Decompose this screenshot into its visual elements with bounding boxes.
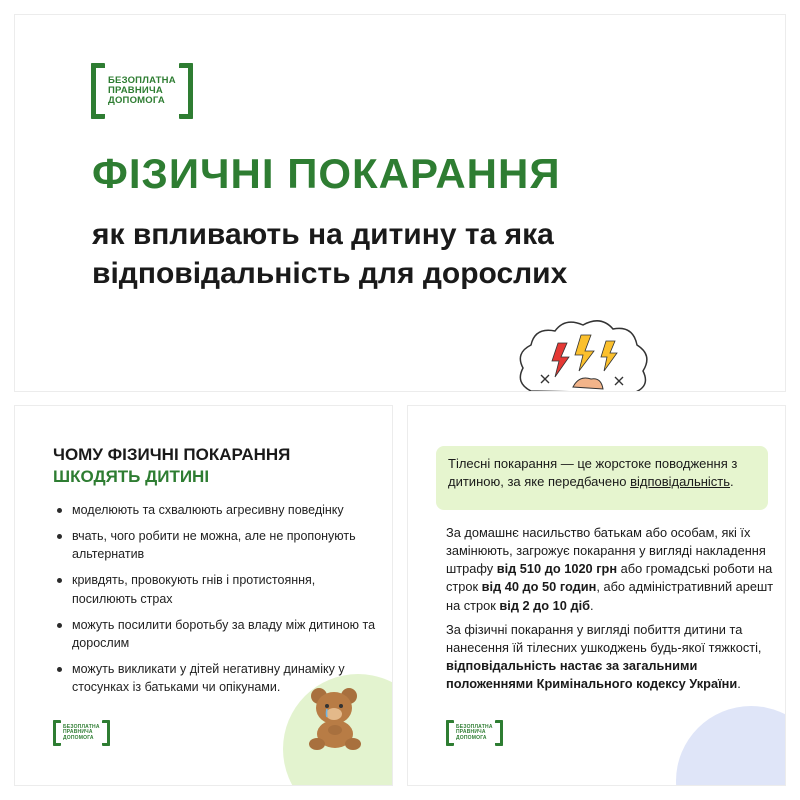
logo-text: БЕЗОПЛАТНА ПРАВНИЧА ДОПОМОГА: [108, 75, 176, 106]
law-card: [407, 405, 786, 786]
harm-card: [14, 405, 393, 786]
criminal-liability-paragraph: За фізичні покарання у вигляді побиття дитини та нанесення їй тілесних ушкоджень будь-якої тяжкості, відповідальність настає за загальними положеннями Кримінального кодексу України.: [446, 622, 762, 692]
brand-logo: [91, 63, 193, 119]
logo-bracket-left: [53, 720, 61, 746]
harm-list: [53, 501, 383, 704]
harm-card-title: ЧОМУ ФІЗИЧНІ ПОКАРАННЯ ШКОДЯТЬ ДИТИНІ: [53, 445, 291, 487]
red-shape-partial: [363, 391, 409, 392]
logo-bracket-left: [446, 720, 454, 746]
logo-text: БЕЗОПЛАТНА ПРАВНИЧА ДОПОМОГА: [63, 724, 100, 741]
logo-bracket-right: [179, 63, 193, 119]
list-item: можуть викликати у дітей негативну динаміку у стосунках із батьками чи опікунами.: [53, 660, 383, 696]
underlined-term: відповідальність: [630, 473, 731, 489]
list-item: можуть посилити боротьбу за владу між дитиною та дорослим: [53, 616, 383, 652]
definition-highlight: Тілесні покарання — це жорстоке поводження з дитиною, за яке передбачено відповідальність.: [436, 446, 768, 510]
logo-text: БЕЗОПЛАТНА ПРАВНИЧА ДОПОМОГА: [456, 724, 493, 741]
list-item: вчать, чого робити не можна, але не пропонують альтернатив: [53, 527, 383, 563]
decorative-blue-blob: [676, 706, 786, 786]
brand-logo-small: [446, 720, 503, 746]
cover-card: [14, 14, 786, 392]
angry-cloud-illustration: [513, 313, 653, 392]
list-item: кривдять, провокують гнів і протистояння, посилюють страх: [53, 571, 383, 607]
brand-logo-small: [53, 720, 110, 746]
logo-bracket-left: [91, 63, 105, 119]
list-item: моделюють та схвалюють агресивну поведінку: [53, 501, 383, 519]
cover-subtitle: як впливають на дитину та яка відповідальність для дорослих: [92, 218, 568, 290]
domestic-violence-paragraph: За домашнє насильство батькам або особам, які їх замінюють, загрожує покарання у вигляді накладення штрафу від 510 до 1020 грн або громадські роботи на строк від 40 до 50 годин, або адміністративний арешт на строк від 2 до 10 діб.: [446, 525, 774, 613]
crying-teddy-bear-illustration: [305, 684, 369, 752]
cover-title: ФІЗИЧНІ ПОКАРАННЯ: [92, 150, 561, 197]
logo-bracket-right: [495, 720, 503, 746]
logo-bracket-right: [102, 720, 110, 746]
